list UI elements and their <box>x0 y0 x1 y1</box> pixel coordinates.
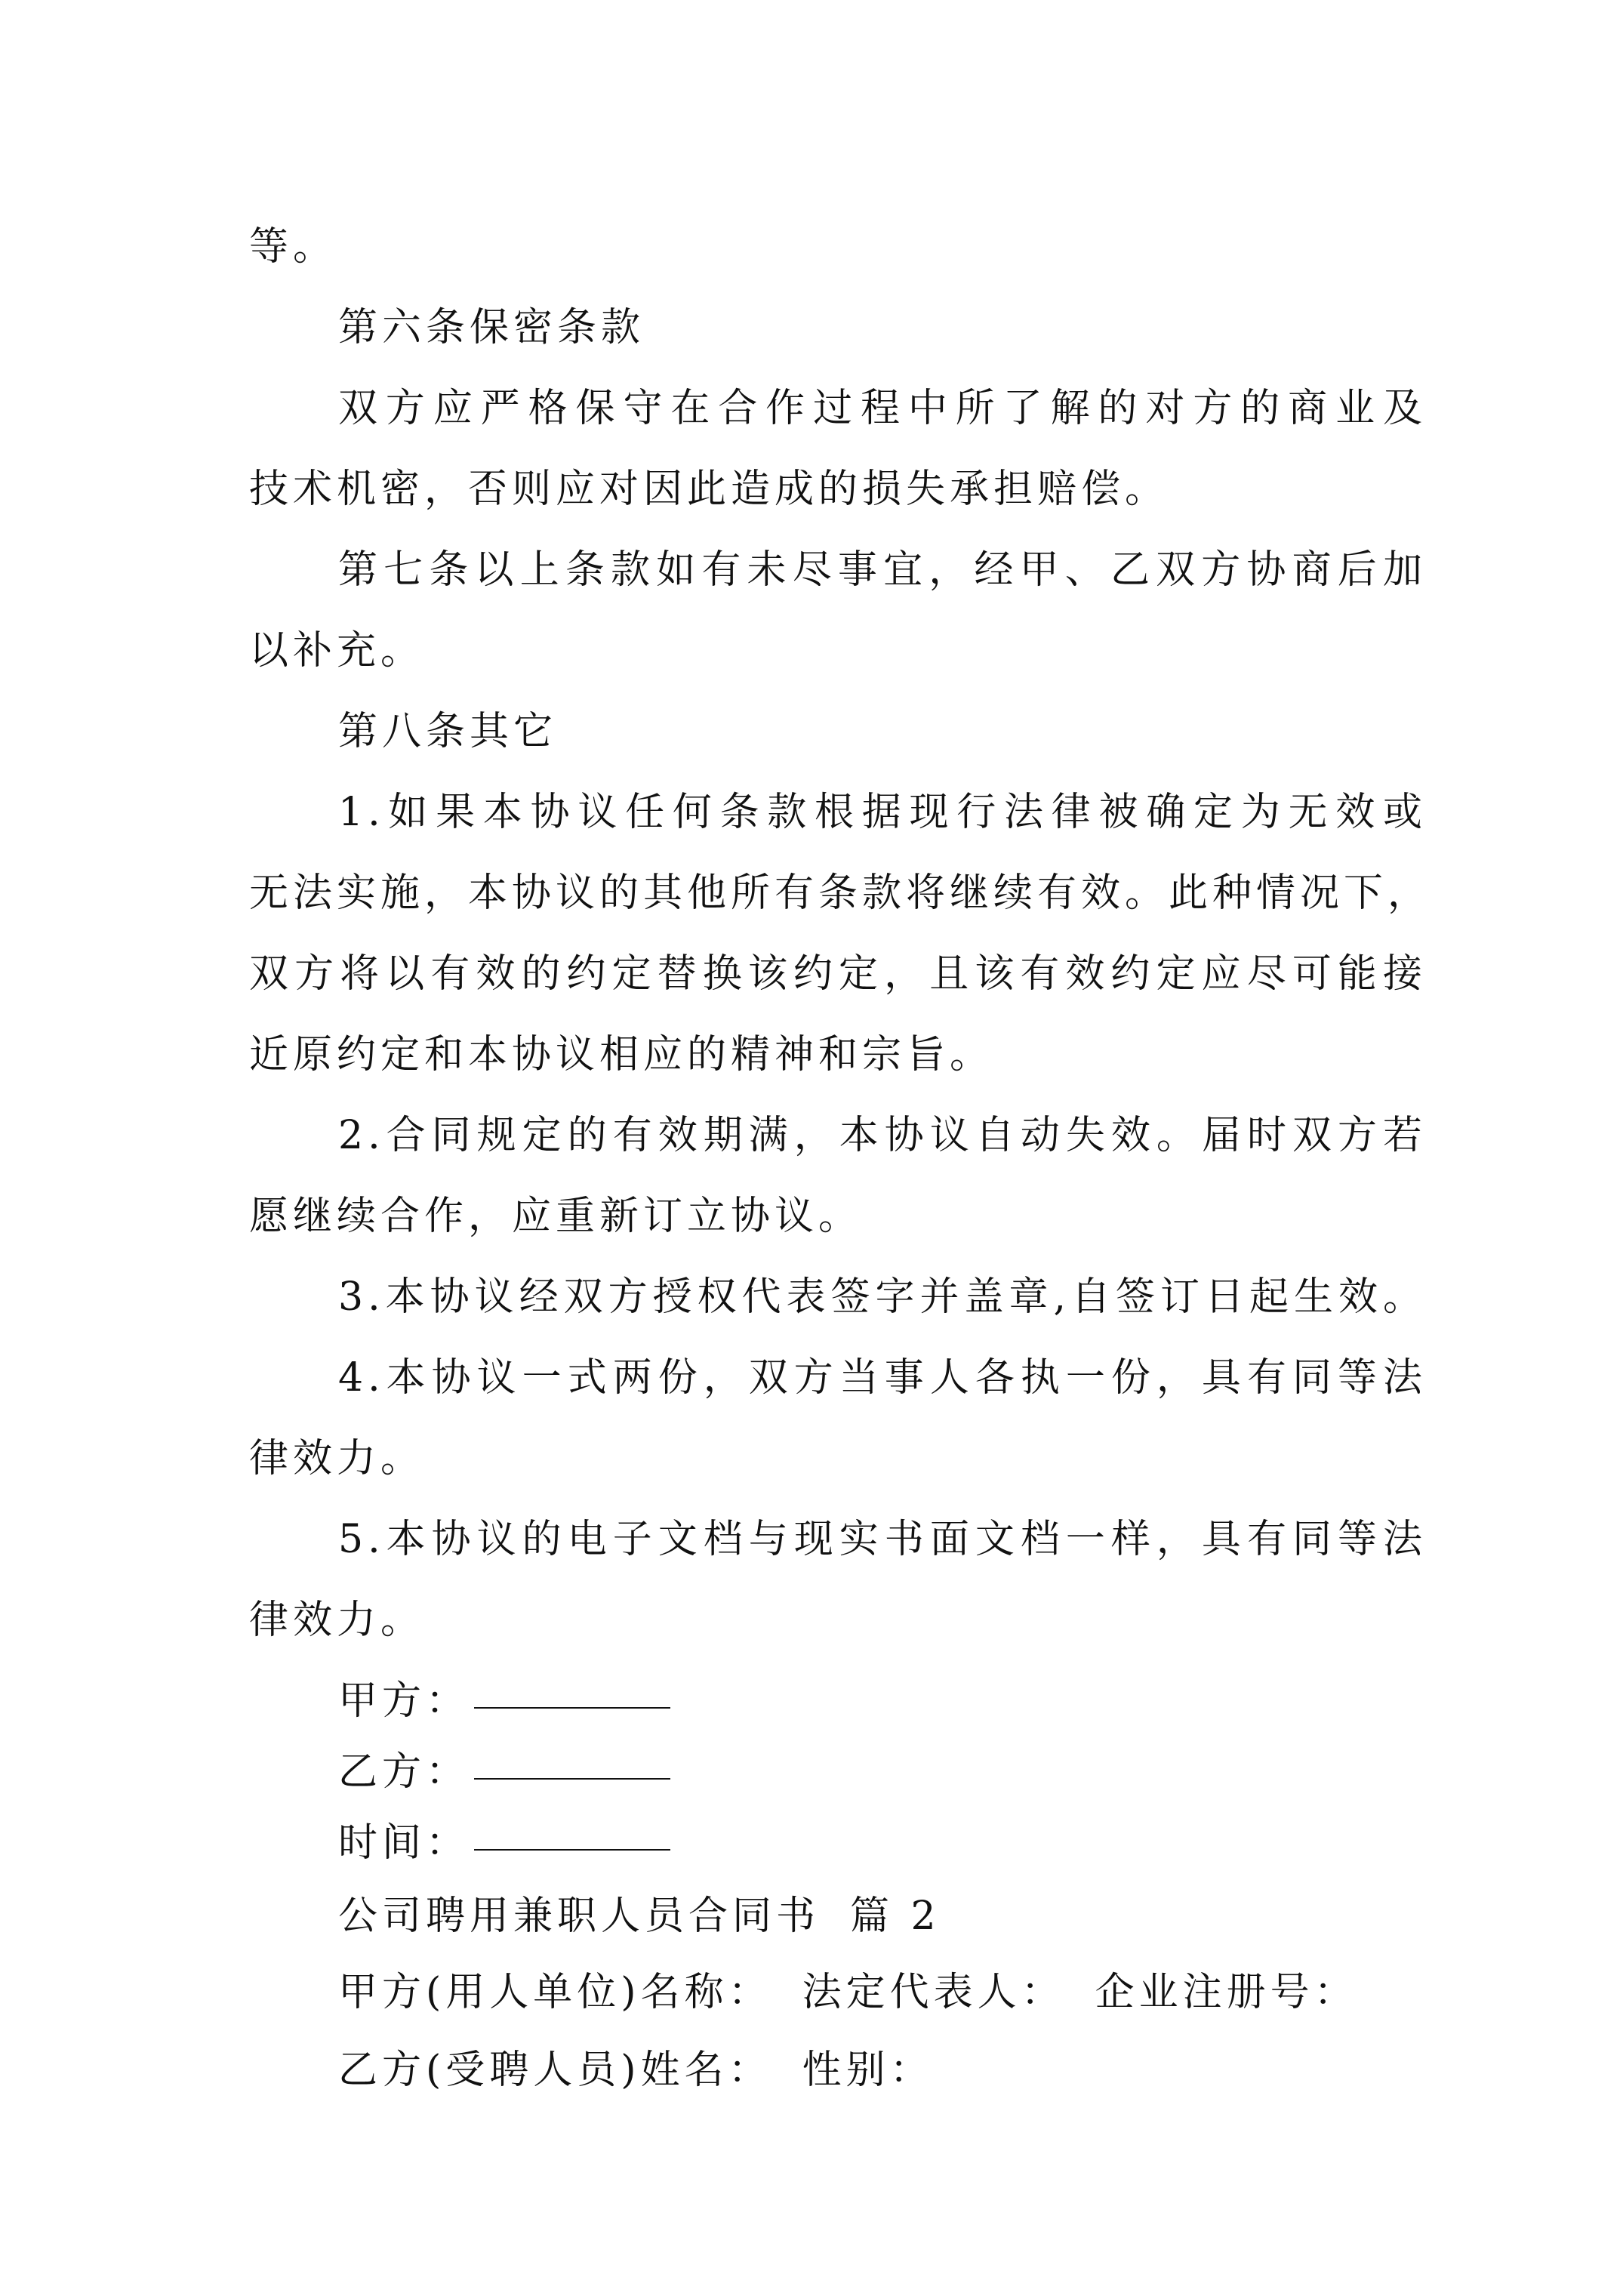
paragraph-line: 等。 <box>249 224 337 270</box>
signature-party-b <box>338 1734 1516 1810</box>
paragraph-line: 技术机密，否则应对因此造成的损失承担赔偿。 <box>249 467 1169 512</box>
paragraph-line: 双方应严格保守在合作过程中所了解的对方的商业及 <box>338 386 1427 431</box>
signature-blank <box>474 1805 670 1851</box>
signature-label: 甲方： <box>338 1678 470 1724</box>
signature-blank <box>474 1734 670 1780</box>
paragraph-line: 2.合同规定的有效期满，本协议自动失效。届时双方若 <box>338 1113 1427 1158</box>
paragraph-line: 律效力。 <box>249 1598 425 1643</box>
signature-label: 时间： <box>338 1820 470 1866</box>
employer-info-line <box>338 1955 1516 2030</box>
section-label: 篇 2 <box>850 1894 941 1939</box>
signature-time <box>338 1805 1516 1881</box>
section-title <box>338 1878 1516 1954</box>
employee-name-label: 乙方(受聘人员)姓名： <box>338 2048 772 2093</box>
signature-blank <box>474 1663 670 1709</box>
signature-party-a <box>338 1663 1516 1739</box>
reg-no-label: 企业注册号： <box>1095 1970 1358 2015</box>
paragraph-line: 无法实施，本协议的其他所有条款将继续有效。此种情况下， <box>249 871 1432 916</box>
section-heading: 第八条其它 <box>338 709 558 754</box>
paragraph-line: 5.本协议的电子文档与现实书面文档一样，具有同等法 <box>338 1517 1427 1562</box>
paragraph-line: 近原约定和本协议相应的精神和宗旨。 <box>249 1032 994 1077</box>
paragraph-line: 双方将以有效的约定替换该约定，且该有效约定应尽可能接 <box>249 951 1427 997</box>
gender-label: 性别： <box>802 2048 934 2093</box>
paragraph-line: 以补充。 <box>249 628 425 673</box>
paragraph-line: 3.本协议经双方授权代表签字并盖章,自签订日起生效。 <box>338 1274 1427 1320</box>
paragraph-line: 4.本协议一式两份，双方当事人各执一份，具有同等法 <box>338 1355 1427 1401</box>
legal-rep-label: 法定代表人： <box>802 1970 1065 2015</box>
contract-title: 公司聘用兼职人员合同书 <box>338 1894 821 1939</box>
paragraph-line: 1.如果本协议任何条款根据现行法律被确定为无效或 <box>338 790 1427 835</box>
employee-info-line <box>338 2032 1516 2108</box>
section-heading: 第六条保密条款 <box>338 305 645 350</box>
signature-label: 乙方： <box>338 1749 470 1795</box>
paragraph-line: 律效力。 <box>249 1436 425 1481</box>
paragraph-line: 愿继续合作，应重新订立协议。 <box>249 1194 863 1239</box>
employer-name-label: 甲方(用人单位)名称： <box>338 1970 772 2015</box>
paragraph-line: 第七条以上条款如有未尽事宜，经甲、乙双方协商后加 <box>338 547 1427 593</box>
